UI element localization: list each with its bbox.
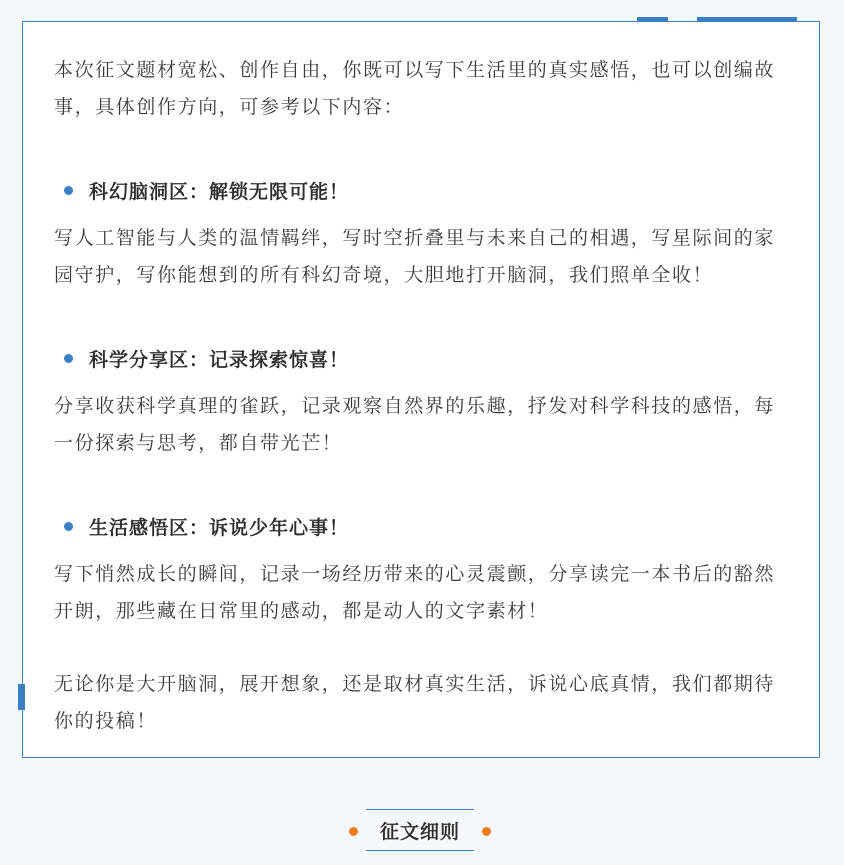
footer-title-text: 征文细则 <box>379 820 460 843</box>
side-decoration-bar <box>18 684 25 710</box>
section-heading-text: 科学分享区：记录探索惊喜！ <box>89 348 350 371</box>
section-body-life: 写下悄然成长的瞬间，记录一场经历带来的心灵震颤，分享读完一本书后的豁然开朗，那些藏在日常里的感动，都是动人的文字素材！ <box>54 563 776 622</box>
section-heading-text: 科幻脑洞区：解锁无限可能！ <box>89 180 350 203</box>
intro-paragraph: 本次征文题材宽松、创作自由，你既可以写下生活里的真实感悟，也可以创编故事，具体创作方向，可参考以下内容： <box>54 59 776 118</box>
section-body-scifi: 写人工智能与人类的温情羁绊，写时空折叠里与未来自己的相遇，写星际间的家园守护，写你能想到的所有科幻奇境，大胆地打开脑洞，我们照单全收！ <box>54 227 776 286</box>
section-heading-life <box>64 508 794 544</box>
orange-dot-icon-right <box>482 827 491 836</box>
bullet-dot-icon <box>64 354 73 363</box>
bullet-dot-icon <box>64 186 73 195</box>
section-body-science: 分享收获科学真理的雀跃，记录观察自然界的乐趣，抒发对科学科技的感悟，每一份探索与思考，都自带光芒！ <box>54 395 776 454</box>
orange-dot-icon-left <box>349 827 358 836</box>
section-heading-science <box>64 340 794 376</box>
article-content <box>54 52 794 740</box>
closing-paragraph: 无论你是大开脑洞，展开想象，还是取材真实生活，诉说心底真情，我们都期待你的投稿！ <box>54 673 776 732</box>
footer-section-title <box>366 809 474 851</box>
section-heading-text: 生活感悟区：诉说少年心事！ <box>89 516 350 539</box>
bullet-dot-icon <box>64 522 73 531</box>
section-heading-scifi <box>64 172 794 208</box>
